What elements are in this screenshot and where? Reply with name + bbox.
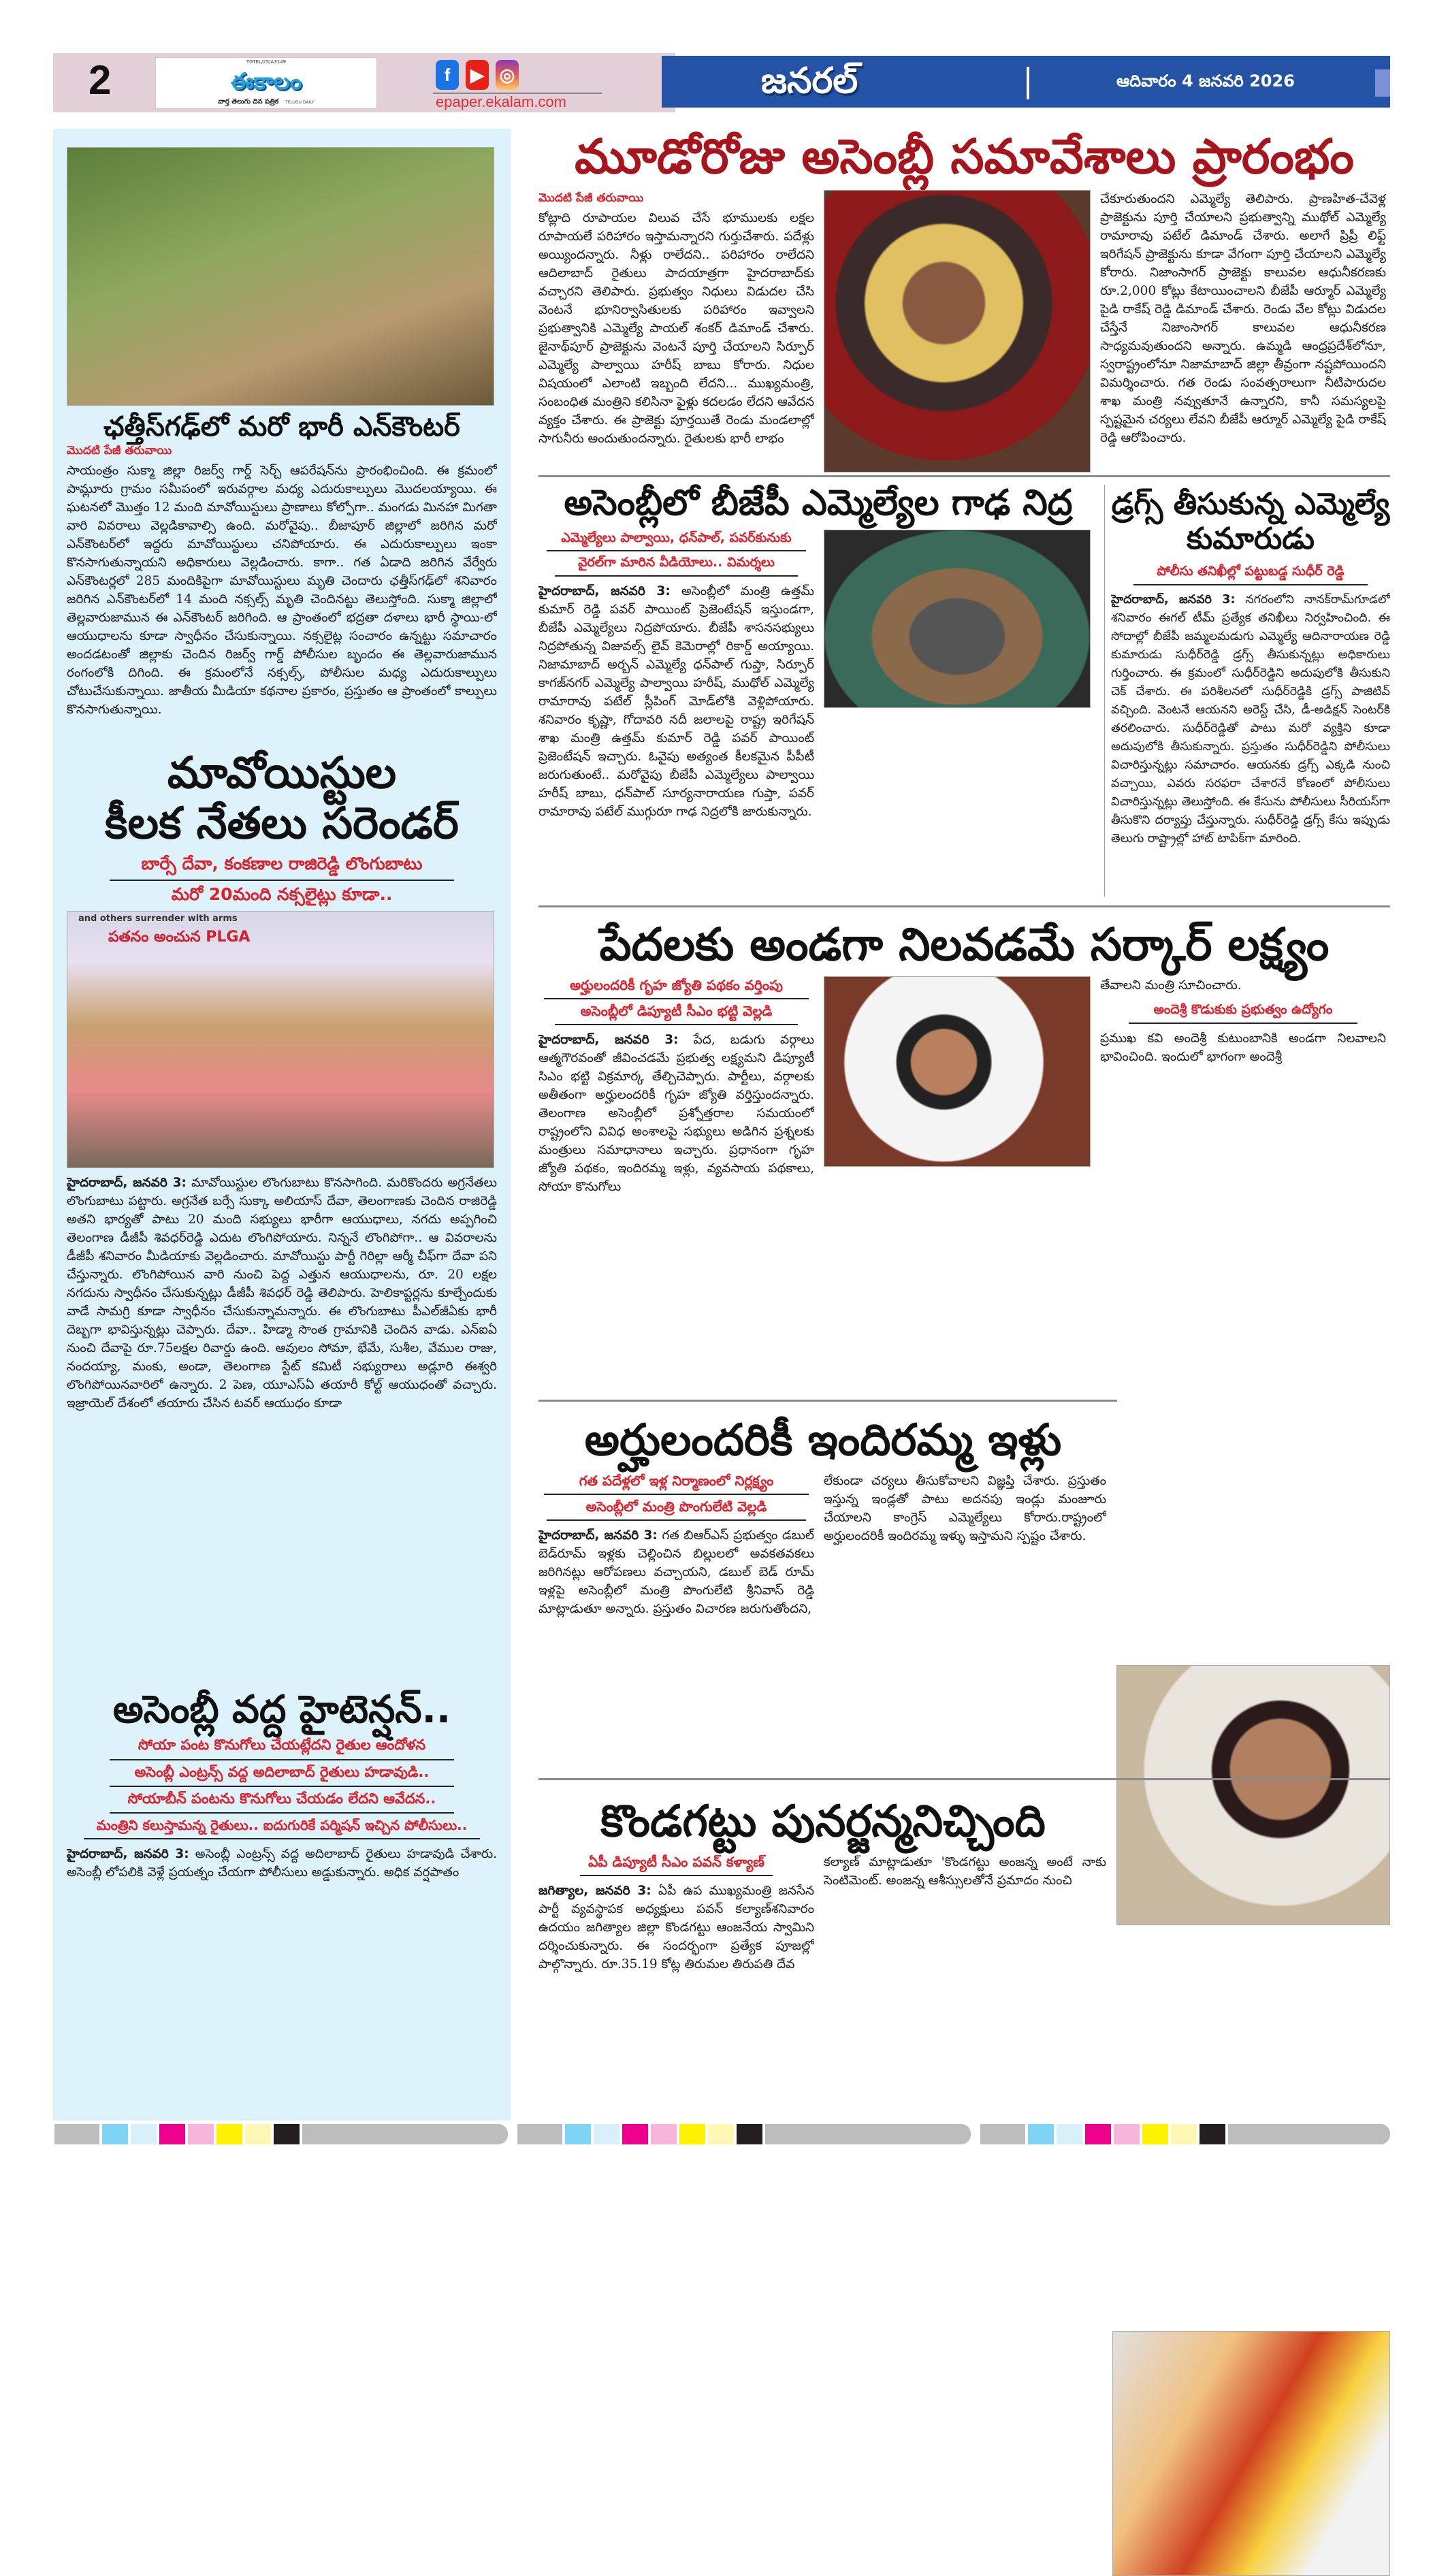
registration-pill bbox=[780, 2124, 971, 2144]
divider bbox=[110, 1786, 454, 1787]
continued-label: మొదటి పేజీ తరువాయి bbox=[538, 191, 644, 205]
facebook-icon[interactable]: f bbox=[436, 60, 459, 90]
subhead: సోయా పంట కొనుగోలు చేయట్లేదని రైతుల ఆందోళన bbox=[138, 1737, 426, 1754]
dateline: హైదరాబాద్, జనవరి 3: bbox=[538, 1528, 658, 1543]
divider bbox=[1129, 1023, 1357, 1024]
youtube-icon[interactable]: ▶ bbox=[466, 60, 489, 90]
divider bbox=[110, 1759, 454, 1760]
story-hightension bbox=[67, 1688, 497, 2116]
divider bbox=[1133, 584, 1368, 585]
divider bbox=[555, 1024, 797, 1025]
article-body-indiramma bbox=[538, 1526, 814, 1774]
divider bbox=[547, 1519, 806, 1521]
photo-banner-text: పతనం అంచున PLGA bbox=[108, 929, 251, 946]
sleeping-mlas-photo bbox=[824, 530, 1091, 708]
divider bbox=[538, 905, 1390, 907]
headline-kondagattu: కొండగట్టు పునర్జన్మనిచ్చింది bbox=[600, 1797, 1046, 1847]
encounter-photo bbox=[67, 147, 494, 406]
dateline: హైదరాబాద్, జనవరి 3: bbox=[1111, 592, 1236, 607]
dateline: హైదరాబాద్, జనవరి 3: bbox=[538, 1032, 679, 1047]
divider bbox=[538, 475, 1390, 477]
subhead: అర్హులందరికీ గృహ జ్యోతి పథకం వర్తింపు bbox=[570, 976, 783, 993]
color-registration-bar bbox=[980, 2124, 1254, 2144]
article-body-andesri: ప్రముఖ కవి అందెశ్రీ కుటుంబానికి అండగా నిలవాలని భావించింది. ఇందులో భాగంగా అందెశ్రీ bbox=[1100, 1031, 1386, 1064]
article-body-surrender bbox=[67, 1174, 497, 1681]
story-kondagattu bbox=[538, 1797, 1108, 2117]
color-registration-bar bbox=[517, 2124, 791, 2144]
divider bbox=[84, 1838, 479, 1839]
continued-label: మొదటి పేజీ తరువాయి bbox=[67, 444, 172, 457]
story-indiramma bbox=[538, 1416, 1108, 1774]
dateline: హైదరాబాద్, జనవరి 3: bbox=[67, 1847, 189, 1862]
body-text: ఏపీ ఉప ముఖ్యమంత్రి జనసేన పార్టీ వ్యవస్థాపక అధ్యక్షులు పవన్ కల్యాణ్‌శనివారం ఉదయం జగిత్యాల జిల్లా కొండగట్టు ఆంజనేయ స్వామిని దర్శించుకున్నారు. ఈ సందర్భంగా ప్రత్యేక పూజల్లో పాల్గొన్నారు. రూ.35.19 కోట్ల తిరుమల తిరుపతి దేవ bbox=[538, 1883, 814, 1971]
subhead: బార్సే దేవా, కంకణాల రాజిరెడ్డి లొంగుబాటు bbox=[141, 854, 423, 874]
body-text: అసెంబ్లీ ఎంట్రన్స్ వద్ద అదిలాబాద్ రైతులు హడావుడి చేశారు. అసెంబ్లీ లోపలికి వెళ్లే ప్రయత్నం చేయగా పోలీసులు అడ్డుకున్నారు. అధిక వర్షపాతం bbox=[67, 1847, 497, 1880]
headline-chhattisgarh: ఛత్తీస్‌గఢ్‌లో మరో భారీ ఎన్‌కౌంటర్ bbox=[103, 411, 460, 442]
subhead: మంత్రిని కలుస్తామన్న రైతులు.. ఐదుగురికే పర్మిషన్ ఇచ్చిన పోలీసులు.. bbox=[96, 1817, 468, 1834]
body-text: గత బిఆర్ఎస్ ప్రభుత్వం డబుల్ బెడ్‌రూమ్ ఇళ్లకు చెల్లించిన బిల్లులలో అవకతవకలు జరిగినట్లు ఆరోపణలు వచ్చాయని, డబుల్ బెడ్ రూమ్ ఇళ్లపై అసెంబ్లీలో మంత్రి పొంగులేటి శ్రీనివాస్ రెడ్డి మాట్లాడుతూ అన్నారు. ప్రస్తుతం విచారణ జరుగుతోందని, bbox=[538, 1528, 814, 1616]
headline-surrender-1: మావోయిస్టుల bbox=[167, 749, 397, 799]
dateline: జగిత్యాల, జనవరి 3: bbox=[538, 1883, 651, 1898]
headline-bjp-sleep: అసెంబ్లీలో బీజేపీ ఎమ్మెల్యేల గాఢ నిద్ర bbox=[564, 483, 1073, 524]
kondagattu-columns bbox=[538, 1853, 1108, 2117]
column-divider bbox=[1104, 485, 1105, 897]
divider bbox=[110, 1812, 454, 1814]
subhead: ఎమ్మెల్యేలు పాల్వాయి, ధన్‌పాల్, పవర్‌కునుకు bbox=[561, 530, 792, 545]
story-bjp bbox=[538, 483, 1098, 899]
lead-headline: మూడోరోజు అసెంబ్లీ సమావేశాలు ప్రారంభం bbox=[575, 129, 1354, 184]
dateline: హైదరాబాద్, జనవరి 3: bbox=[67, 1176, 187, 1191]
divider bbox=[1027, 67, 1029, 99]
subhead: వైరల్‌గా మారిన వీడియోలు.. విమర్శలు bbox=[578, 555, 775, 570]
headline-hightension: అసెంబ్లీ వద్ద హైటెన్షన్.. bbox=[112, 1688, 451, 1732]
band-edge bbox=[1375, 69, 1390, 97]
instagram-icon[interactable]: ◎ bbox=[496, 60, 519, 90]
body-text: అసెంబ్లీలో మంత్రి ఉత్తమ్ కుమార్ రెడ్డి పవర్ పాయింట్ ప్రెజెంటేషన్ ఇస్తుండగా, బీజేపీ ఎమ్మెల్యేలు నిద్రపోయారు. బీజేపీ శాసనసభ్యులు నిద్రపోతున్న విజువల్స్ లైవ్ కెమెరాల్లో రికార్డ్ అయ్యాయి. నిజామాబాద్ అర్బన్ ఎమ్మెల్యే ధన్‌పాల్ గుప్తా, సిర్పూర్ కాగజ్‌నగర్ ఎమ్మెల్యే పాల్వాయి హరీష్, ముథోల్ ఎమ్మెల్యే రామారావు పటేల్ స్లీపింగ్ మోడ్‌లోకి వెళ్లిపోయారు. శనివారం కృష్ణా, గోదావరి నదీ జలాలపై రాష్ట్ర ఇరిగేషన్ శాఖ మంత్రి ఉత్తమ్ కుమార్ రెడ్డి పవర్ పాయింట్ ప్రెజెంటేషన్ ఇచ్చారు. ఓవైపు అత్యంత కీలకమైన పీపీటీ జరుగుతుంటే.. మరోవైపు బీజేపీ ఎమ్మెల్యేలు పాల్వాయి హరీష్ బాబు, ధన్‌పాల్ సూర్యనారాయణ గుప్తా, పవర్ రామారావు పటేల్ ముగ్గురూ గాఢ నిద్రలోకి జారుకున్నారు. bbox=[538, 584, 814, 820]
kondagattu-col1 bbox=[538, 1853, 814, 2117]
social-links bbox=[436, 60, 519, 90]
bjp-columns bbox=[538, 530, 1098, 899]
subhead: ఏపీ డిప్యూటీ సీఎం పవన్ కళ్యాణ్ bbox=[588, 1853, 764, 1870]
newspaper-logo[interactable] bbox=[155, 57, 377, 109]
deputy-cm-photo bbox=[824, 976, 1091, 1167]
article-body-hightension bbox=[67, 1845, 497, 2116]
body-text: పేద, బడుగు వర్గాలు ఆత్మగౌరవంతో జీవించడమే ప్రభుత్వ లక్ష్యమని డిప్యూటీ సిఎం భట్టి విక్రమార్క తేల్చిచెప్పారు. పార్టీలు, వర్గాలకు అతీతంగా అర్హులందరికీ గృహ జ్యోతి వర్తిస్తుందన్నారు. తెలంగాణ అసెంబ్లీలో ప్రశ్నోత్తరాల సమయంలో రాష్ట్రంలోని వివిధ అంశాలపై సభ్యులు అడిగిన ప్రశ్నలకు మంత్రులు సమాధానాలు ఇచ్చారు. ప్రధానంగా గృహ జ్యోతి పథకం, ఇందిరమ్మ ఇళ్లు, వ్యవసాయ పథకాలు, సోయా కొనుగోలు bbox=[538, 1032, 814, 1194]
article-body-kondagattu-col2: కల్యాణ్ మాట్లాడుతూ 'కొండగట్టు అంజన్న అంటే నాకు సెంటిమెంట్. అంజన్న ఆశీస్సులతోనే ప్రమాదం నుంచి bbox=[824, 1854, 1106, 1888]
story-lead bbox=[538, 129, 1390, 472]
divider bbox=[547, 550, 806, 551]
page-number: 2 bbox=[88, 57, 112, 103]
story-surrender bbox=[67, 749, 497, 1681]
indiramma-columns bbox=[538, 1472, 1108, 1774]
divider bbox=[538, 1400, 1117, 1402]
issue-date: ఆదివారం 4 జనవరి 2026 bbox=[1116, 71, 1295, 91]
surrender-photo bbox=[67, 911, 494, 1168]
headline-indiramma: అర్హులందరికీ ఇందిరమ్మ ఇళ్లు bbox=[584, 1416, 1062, 1466]
article-body-chhattisgarh: సాయంత్రం సుక్మా జిల్లా రిజర్వ్ గార్డ్ సెర్చ్ ఆపరేషన్‌ను ప్రారంభించింది. ఈ క్రమంలో పామ్లూరు గ్రామం సమీపంలో ఇరువర్గాల మధ్య ఎదురుకాల్పులు మొదలయ్యాయి. ఈ ఘటనలో మొత్తం 12 మంది మావోయిస్టులు ప్రాణాలు కోల్పోగా.. మంగడు మినహా మిగతా వారి వివరాలు వెల్లడికావాల్సి ఉంది. మరోవైపు.. బీజాపూర్ జిల్లాలో జరిగిన మరో ఎన్‌కౌంటర్‌లో ఇద్దరు మావోయిస్టులు చనిపోయారు. ఈ ఎదురుకాల్పులు ఇంకా కొనసాగుతున్నాయని అధికారులు వెల్లడించారు. కాగా.. గత ఏడాది జరిగిన వేర్వేరు ఎన్‌కౌంటర్లలో 285 మందికిపైగా మావోయిస్టులు మృతి చెందారు ఛత్తీస్‌గఢ్‌లో శనివారం జరిగిన ఎన్‌కౌంటర్‌లో 14 మంది నక్సల్స్ మృతి చెందినట్టు తెలుస్తోంది. సుక్మా జిల్లాలో తెల్లవారుజామున ఈ ఎన్‌కౌంటర్ జరిగింది. ఆ ప్రాంతంలో భద్రతా దళాలు భారీ స్థాయి-లో ఆయుధాలను కూడా స్వాధీనం చేసుకున్నాయి. నక్సలైట్ల సంచారం ఉన్నట్టు సమాచారం అందడటంతో జిల్లాకు చెందిన రిజర్వ్ గార్డ్ పోలీసుల బృందం ఈ తెల్లవారుజామున రంగంలోకి దిగింది. ఈ క్రమంలోనే నక్సల్స్, పోలీసుల మధ్య ఎదురుకాల్పులు చోటుచేసుకున్నాయి. జాతీయ మీడియా కథనాల ప్రకారం, ప్రస్తుతం ఆ ప్రాంతంలో కాల్పులు కొనసాగుతున్నాయి. bbox=[67, 464, 497, 717]
article-body-top-col1: కోట్లాది రూపాయల విలువ చేసే భూములకు లక్షల రూపాయలే పరిహారం ఇస్తామన్నారని గుర్తుచేశారు. పదేళ్లు అయ్యిందన్నారు. నీళ్లు రాలేదని.. పరిహారం రాలేదని ఆదిలాబాద్ రైతులు పాదయాత్రగా హైదరాబాద్‌కు వచ్చారని తెలిపారు. ప్రభుత్వం నిధులు విడుదల చేసి వెంటనే భూనిర్వాసితులకు పరిహారం ఇవ్వాలని ప్రభుత్వానికి ఎమ్మెల్యే పాయల్ శంకర్ డిమాండ్ చేశారు. జైనాథ్‌పూర్ ప్రాజెక్టును వెంటనే పూర్తి చేయాలని సిర్పూర్ ఎమ్మెల్యే పాల్వాయి హరీష్ బాబు కోరారు. నిధుల విషయంలో ఎలాంటి ఇబ్బంది లేదని... ముఖ్యమంత్రి, సంబంధిత మంత్రిని కలిసినా ఫైళ్లు కదలడం లేదని ఆవేదన వ్యక్తం చేశారు. ఈ ప్రాజెక్టు పూర్తయితే రెండు మండలాల్లో సాగునీరు అందుతుందన్నారు. రైతులకు భారీ లాభం bbox=[538, 210, 814, 446]
poor-columns bbox=[538, 976, 1390, 1396]
article-body-poor bbox=[538, 1031, 814, 1396]
logo-registration: TGTEL/25/A3149 bbox=[246, 59, 287, 65]
logo-daily: TELUGU DAILY bbox=[285, 100, 315, 105]
divider bbox=[110, 880, 454, 881]
bjp-col1 bbox=[538, 530, 814, 899]
article-body-indiramma-col2: లేకుండా చర్యలు తీసుకోవాలని విజ్ఞప్తి చేశారు. ప్రస్తుతం ఇస్తున్న ఇండ్లతో పాటు అదనపు ఇండ్లు మంజూరు చేయాలని కాంగ్రెస్ ఎమ్మెల్యేలు కోరారు.రాష్ట్రంలో అర్హులందరికీ ఇందిరమ్మ ఇళ్ళు ఇస్తామని స్పష్టం చేశారు. bbox=[824, 1473, 1106, 1543]
poor-col3 bbox=[1100, 976, 1386, 1396]
minister-photo bbox=[1116, 1665, 1390, 1925]
poor-col1 bbox=[538, 976, 814, 1396]
lead-columns bbox=[538, 190, 1390, 473]
website-link[interactable]: epaper.ekalam.com bbox=[436, 93, 566, 110]
subhead: అసెంబ్లీ ఎంట్రన్స్ వద్ద అదిలాబాద్ రైతులు హడావుడి.. bbox=[134, 1763, 430, 1780]
assembly-speaker-photo bbox=[824, 190, 1091, 473]
story-poor bbox=[538, 919, 1390, 1396]
divider bbox=[555, 575, 797, 577]
subhead: అసెంబ్లీలో డిప్యూటీ సీఎం భట్టి వెల్లడి bbox=[580, 1002, 773, 1019]
temple-visit-photo bbox=[1112, 2331, 1390, 2576]
subhead: పోలీసు తనిఖీల్లో పట్టుబడ్డ సుధీర్ రెడ్డి bbox=[1157, 564, 1345, 579]
logo-text: ఈకాలం bbox=[230, 67, 302, 95]
article-body-drugs bbox=[1111, 591, 1390, 899]
indiramma-col2 bbox=[824, 1472, 1106, 1774]
article-body-bjp bbox=[538, 582, 814, 899]
headline-poor: పేదలకు అండగా నిలవడమే సర్కార్ లక్ష్యం bbox=[599, 919, 1330, 971]
registration-pill bbox=[1243, 2124, 1390, 2144]
logo-tagline: వార్త తెలుగు దిన పత్రిక bbox=[218, 98, 279, 106]
article-body-kondagattu bbox=[538, 1882, 814, 2117]
divider bbox=[544, 998, 809, 999]
lead-col1 bbox=[538, 190, 814, 473]
subhead: సోయాబీన్ పంటను కొనుగోలు చేయడం లేదని ఆవేదన.. bbox=[127, 1790, 436, 1807]
body-text: మావోయిస్టుల లొంగుబాటు కొనసాగింది. మరికొందరు అగ్రనేతలు లొంగుబాటు పట్టారు. అగ్రనేత బర్సే సుక్కా అలియాస్ దేవా, తెలంగాణకు చెందిన రాజిరెడ్డి అతని భార్యతో పాటు 20 మంది సభ్యులు భారీగా ఆయుధాలు, నగదు అప్పగించి తెలంగాణ డీజీపీ శివధర్‌రెడ్డి ఎదుట లొంగిపోయారు. నిన్ననే లొంగిపోగా.. ఆ వివరాలను డీజీపీ శనివారం మీడియాకు వెల్లడించారు. మావోయిస్టు పార్టీ గెరిల్లా ఆర్మీ చీఫ్‌గా దేవా పని చేస్తున్నారు. లొంగిపోయిన వారి నుంచి పెద్ద ఎత్తున ఆయుధాలను, రూ. 20 లక్షల నగదును స్వాధీనం చేసుకున్నట్లు డీజీపీ శివధర్ రెడ్డి తెలిపారు. హెలికాప్టర్లను కూల్చేందుకు వాడే సామగ్రి కూడా స్వాధీనం చేసుకున్నామన్నారు. ఈ లొంగుబాటు పీఎల్‌జీఏకు భారీ దెబ్బగా భావిస్తున్నట్లు చెప్పారు. దేవా.. హిడ్మా సొంత గ్రామానికి చెందిన వాడు. ఎన్ఐఏ నుంచి దేవాపై రూ.75లక్షల రివార్డు ఉంది. ఆవులం సోమా, భేమే, సుశీల, వేముల రాజు, నందయ్యా, మంకు, అండా, తెలంగాణ స్టేట్ కమిటీ సభ్యురాలు అడ్లూరి ఈశ్వరి లొంగిపోయినవారిలో ఉన్నారు. 2 పెణ, యూఎస్ఏ తయారీ కోల్ట్ ఆయుధంతో వచ్చారు. ఇజ్రాయెల్ దేశంలో తయారు చేసిన టవర్ ఆయుధం కూడా bbox=[67, 1176, 497, 1411]
dateline: హైదరాబాద్, జనవరి 3: bbox=[538, 584, 671, 599]
subhead: మరో 20మంది నక్సలైట్లు కూడా.. bbox=[171, 884, 393, 904]
headline-drugs: డ్రగ్స్ తీసుకున్న ఎమ్మెల్యే కుమారుడు bbox=[1111, 487, 1390, 556]
subhead: అసెంబ్లీలో మంత్రి పొంగులేటి వెల్లడి bbox=[585, 1498, 767, 1515]
divider bbox=[544, 1494, 809, 1495]
logo-footer bbox=[218, 98, 314, 107]
article-text: తేవాలని మంత్రి సూచించారు. bbox=[1100, 978, 1242, 993]
divider bbox=[580, 1875, 773, 1876]
section-title: జనరల్ bbox=[761, 61, 858, 101]
subhead: గత పదేళ్లలో ఇళ్ల నిర్మాణంలో నిర్లక్ష్యం bbox=[579, 1472, 774, 1489]
divider bbox=[538, 1778, 1390, 1780]
photo-caption: and others surrender with arms bbox=[78, 914, 238, 924]
lead-col2 bbox=[1100, 190, 1386, 473]
indiramma-col1 bbox=[538, 1472, 814, 1774]
headline-surrender-2: కీలక నేతలు సరెండర్ bbox=[105, 798, 459, 849]
body-text: నగరంలోని నానక్‌రామ్‌గూడలో శనివారం ఈగల్ టీమ్ ప్రత్యేక తనిఖీలు నిర్వహించింది. ఈ సోదాల్లో బీజేపీ జమ్మలమడుగు ఎమ్మెల్యే ఆదినారాయణ రెడ్డి కుమారుడు సుధీర్‌రెడ్డి డ్రగ్స్ తీసుకున్నట్లు అధికారులు గుర్తించారు. ఈ క్రమంలో సుధీర్‌రెడ్డిని అదుపులోకి తీసుకుని చెక్ చేశారు. ఈ పరిశీలనలో సుధీర్‌రెడ్డికి డ్రగ్స్ పాజిటివ్ వచ్చింది. వెంటనే ఆయనని అరెస్ట్ చేసి, డీ-అడిక్షన్ సెంటర్‌కి తరలించారు. సుధీర్‌రెడ్డితో పాటు మరో వ్యక్తిని కూడా అదుపులోకి తీసుకున్నారు. ప్రస్తుతం సుధీర్‌రెడ్డిని పోలీసులు విచారిస్తున్నట్లు సమాచారం. ఆయనకు డ్రగ్స్ ఎక్కడి నుంచి వచ్చాయి, ఎవరు సరఫరా చేశారనే కోణంలో పోలీసులు విచారిస్తున్నట్లు తెలుస్తోంది. ఈ కేసును పోలీసులు సీరియస్‌గా తీసుకొని దర్యాప్తు చేస్తున్నారు. సుధీర్‌రెడ్డి డ్రగ్స్ కేసు ఇప్పుడు తెలుగు రాష్ట్రాల్లో హాట్ టాపిక్‌గా మారింది. bbox=[1111, 592, 1390, 846]
article-body-top-col2: చేకూరుతుందని ఎమ్మెల్యే తెలిపారు. ప్రాణహిత-చేవెళ్ల ప్రాజెక్టును పూర్తి చేయాలని ప్రభుత్వాన్ని ముథోల్ ఎమ్మెల్యే రామారావు పటేల్ డిమాండ్ చేశారు. అలాగే ప్రిప్రీ లిఫ్ట్ ఇరిగేషన్ ప్రాజెక్టును కూడా వేగంగా పూర్తి చేయాలని ఎమ్మెల్యే కోరారు. నిజాంసాగర్ ప్రాజెక్టు కాలువల ఆధునీకరణకు రూ.2,000 కోట్లు కేటాయించాలని బీజేపీ ఆర్మూర్ ఎమ్మెల్యే పైడి రాకేష్ రెడ్డి డిమాండ్ చేశారు. రెండు వేల కోట్లు విడుదల చేస్తేనే నిజాంసాగర్ కాలువల ఆధునీకరణ సాధ్యమవుతుందని అన్నారు. ఉమ్మడి ఆంధ్రప్రదేశ్‌లోనూ, స్వరాష్ట్రంలోనూ నిజామాబాద్ జిల్లా తీవ్రంగా నష్టపోయిందని విమర్శించారు. గత రెండు సంవత్సరాలుగా నీటిపారుదల శాఖ మంత్రి నవ్వుతూనే ఉన్నారని, కానీ సమస్యలపై స్పష్టమైన చర్యలు లేవని బీజేపీ ఆర్మూర్ ఎమ్మెల్యే పైడి రాకేష్ రెడ్డి ఆరోపించారు. bbox=[1100, 191, 1386, 445]
story-drugs bbox=[1111, 487, 1390, 899]
color-registration-bar bbox=[54, 2124, 328, 2144]
registration-pill bbox=[317, 2124, 508, 2144]
kondagattu-col2 bbox=[824, 1853, 1106, 2117]
subhead: అందెశ్రీ కొడుకుకు ప్రభుత్వం ఉద్యోగం bbox=[1153, 1001, 1333, 1017]
story-chhattisgarh bbox=[67, 411, 497, 742]
